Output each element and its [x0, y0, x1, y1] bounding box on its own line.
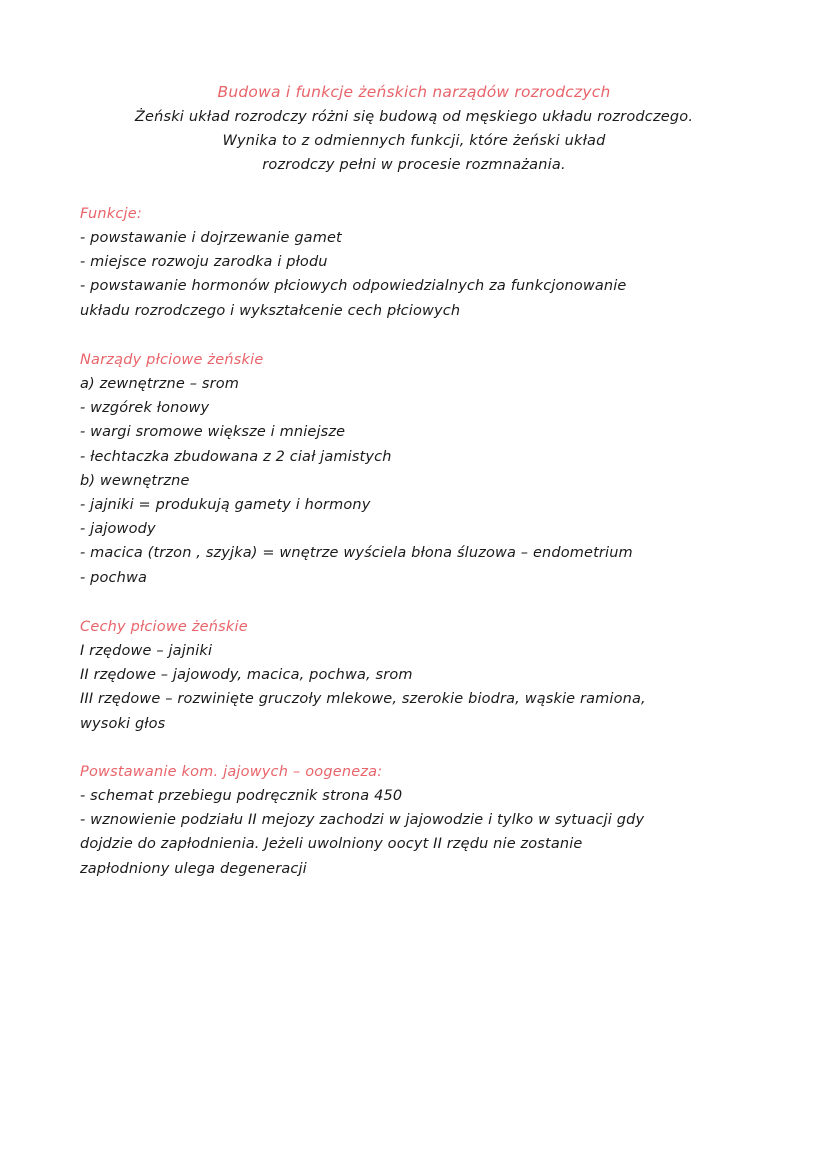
list-item: wysoki głos: [80, 715, 166, 732]
intro-line: rozrodczy pełni w procesie rozmnażania.: [262, 157, 566, 173]
list-item: III rzędowe – rozwinięte gruczoły mlekowe, szerokie biodra, wąskie ramiona,: [80, 691, 646, 708]
list-item: - miejsce rozwoju zarodka i płodu: [80, 254, 328, 271]
intro-line: Żeński układ rozrodczy różni się budową od męskiego układu rozrodczego.: [134, 109, 694, 125]
list-item: - łechtaczka zbudowana z 2 ciał jamistych: [80, 448, 392, 465]
list-item: dojdzie do zapłodnienia. Jeżeli uwolniony oocyt II rzędu nie zostanie: [80, 836, 583, 853]
list-item: - wznowienie podziału II mejozy zachodzi w jajowodzie i tylko w sytuacji gdy: [80, 812, 645, 829]
section-cechy: [80, 615, 760, 736]
section-funkcje: [80, 202, 760, 323]
list-item: - wzgórek łonowy: [80, 400, 210, 417]
section-heading: Cechy płciowe żeńskie: [80, 619, 248, 635]
list-item: - wargi sromowe większe i mniejsze: [80, 424, 346, 441]
section-heading: Narządy płciowe żeńskie: [80, 352, 264, 368]
section-oogeneza: [80, 760, 760, 881]
section-heading: Powstawanie kom. jajowych – oogeneza:: [80, 764, 383, 780]
list-item: układu rozrodczego i wykształcenie cech płciowych: [80, 302, 461, 319]
list-item: II rzędowe – jajowody, macica, pochwa, srom: [80, 667, 413, 684]
list-item: a) zewnętrzne – srom: [80, 376, 240, 392]
intro-line: Wynika to z odmiennych funkcji, które żeński układ: [222, 133, 606, 149]
intro-paragraph: [40, 105, 788, 177]
list-item: - powstawanie hormonów płciowych odpowiedzialnych za funkcjonowanie: [80, 278, 627, 295]
list-item: - jajniki = produkują gamety i hormony: [80, 496, 371, 513]
page-title: Budowa i funkcje żeńskich narządów rozrodczych: [217, 83, 611, 101]
list-item: zapłodniony ulega degeneracji: [80, 860, 307, 877]
list-item: - macica (trzon , szyjka) = wnętrze wyściela błona śluzowa – endometrium: [80, 545, 633, 562]
list-item: - schemat przebiegu podręcznik strona 450: [80, 788, 403, 804]
list-item: - jajowody: [80, 521, 156, 538]
section-heading: Funkcje:: [80, 206, 142, 222]
list-item: - powstawanie i dojrzewanie gamet: [80, 230, 342, 246]
list-item: b) wewnętrzne: [80, 472, 190, 489]
section-narzady: [80, 348, 760, 590]
list-item: I rzędowe – jajniki: [80, 643, 213, 659]
list-item: - pochwa: [80, 569, 148, 586]
